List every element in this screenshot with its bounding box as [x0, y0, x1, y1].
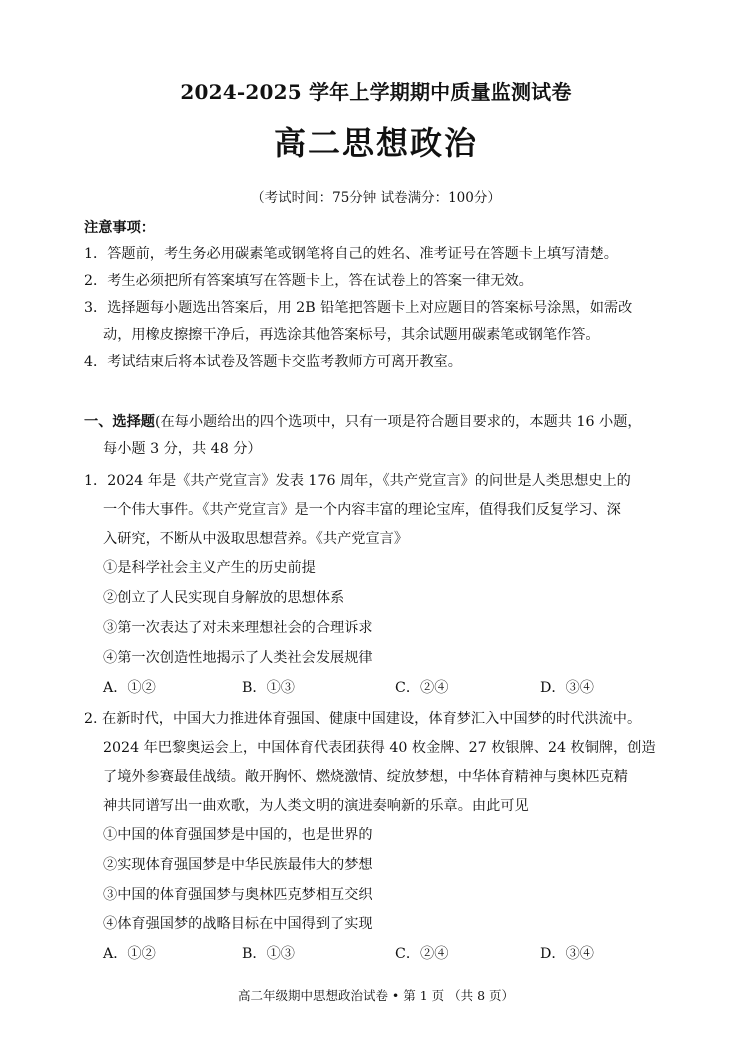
q1-stem-line-2: 一个伟大事件。《共产党宣言》是一个内容丰富的理论宝库，值得我们反复学习、深 — [103, 502, 621, 518]
subject-title: 高二思想政治 — [273, 124, 478, 162]
q2-option-d: D．③④ — [540, 946, 594, 962]
section-instruction: (在每小题给出的四个选项中，只有一项是符合题目要求的，本题共 16 小题， — [154, 414, 642, 430]
q1-option-a: A．①② — [103, 680, 156, 696]
q1-stem-line-1: 1．2024 年是《共产党宣言》发表 176 周年，《共产党宣言》的问世是人类思想史上的 — [84, 473, 631, 489]
notice-item-1: 1．答题前，考生务必用碳素笔或钢笔将自己的姓名、准考证号在答题卡上填写清楚。 — [84, 246, 618, 262]
notice-heading: 注意事项： — [84, 220, 155, 236]
exam-meta: （考试时间：75分钟 试卷满分：100分） — [251, 190, 501, 206]
q2-stem-line-1: 2. 在新时代，中国大力推进体育强国、健康中国建设，体育梦汇入中国梦的时代洪流中。 — [84, 711, 642, 727]
q2-statement-2: ②实现体育强国梦是中华民族最伟大的梦想 — [103, 857, 373, 873]
q2-statement-4: ④体育强国梦的战略目标在中国得到了实现 — [103, 916, 373, 932]
q2-option-a: A．①② — [103, 946, 156, 962]
q1-statement-1: ①是科学社会主义产生的历史前提 — [103, 560, 316, 576]
q2-stem-line-3: 了境外参赛最佳战绩。敞开胸怀、燃烧激情、绽放梦想，中华体育精神与奥林匹克精 — [103, 769, 628, 785]
notice-item-3: 3．选择题每小题选出答案后，用 2B 铅笔把答题卡上对应题目的答案标号涂黑，如需改 — [84, 300, 633, 316]
q2-option-c: C．②④ — [395, 946, 449, 962]
q2-stem-line-2: 2024 年巴黎奥运会上，中国体育代表团获得 40 枚金牌、27 枚银牌、24 枚铜牌，创造 — [103, 740, 656, 756]
q1-option-b: B．①③ — [242, 680, 295, 696]
page-footer: 高二年级期中思想政治试卷 • 第 1 页 （共 8 页） — [237, 988, 515, 1003]
notice-item-2: 2．考生必须把所有答案填写在答题卡上，答在试卷上的答案一律无效。 — [84, 273, 533, 289]
exam-title: 2024-2025 学年上学期期中质量监测试卷 — [180, 80, 572, 104]
q1-option-c: C．②④ — [395, 680, 449, 696]
section-instruction-cont: 每小题 3 分，共 48 分） — [103, 441, 262, 457]
q1-option-d: D．③④ — [540, 680, 594, 696]
q2-statement-1: ①中国的体育强国梦是中国的，也是世界的 — [103, 827, 373, 843]
q2-statement-3: ③中国的体育强国梦与奥林匹克梦相互交织 — [103, 887, 373, 903]
notice-item-4: 4．考试结束后将本试卷及答题卡交监考教师方可离开教室。 — [84, 354, 462, 370]
q2-option-b: B．①③ — [242, 946, 295, 962]
q1-stem-line-3: 入研究，不断从中汲取思想营养。《共产党宣言》 — [103, 531, 409, 547]
q1-options — [103, 677, 663, 699]
notice-item-3-cont: 动，用橡皮擦擦干净后，再选涂其他答案标号，其余试题用碳素笔或钢笔作答。 — [103, 327, 600, 343]
q2-options — [103, 943, 663, 965]
q1-statement-4: ④第一次创造性地揭示了人类社会发展规律 — [103, 650, 373, 666]
section-title: 一、选择题 — [84, 414, 155, 430]
q1-statement-3: ③第一次表达了对未来理想社会的合理诉求 — [103, 620, 373, 636]
q2-stem-line-4: 神共同谱写出一曲欢歌，为人类文明的演进奏响新的乐章。由此可见 — [103, 798, 529, 814]
section-heading — [84, 411, 642, 431]
q1-statement-2: ②创立了人民实现自身解放的思想体系 — [103, 590, 345, 606]
